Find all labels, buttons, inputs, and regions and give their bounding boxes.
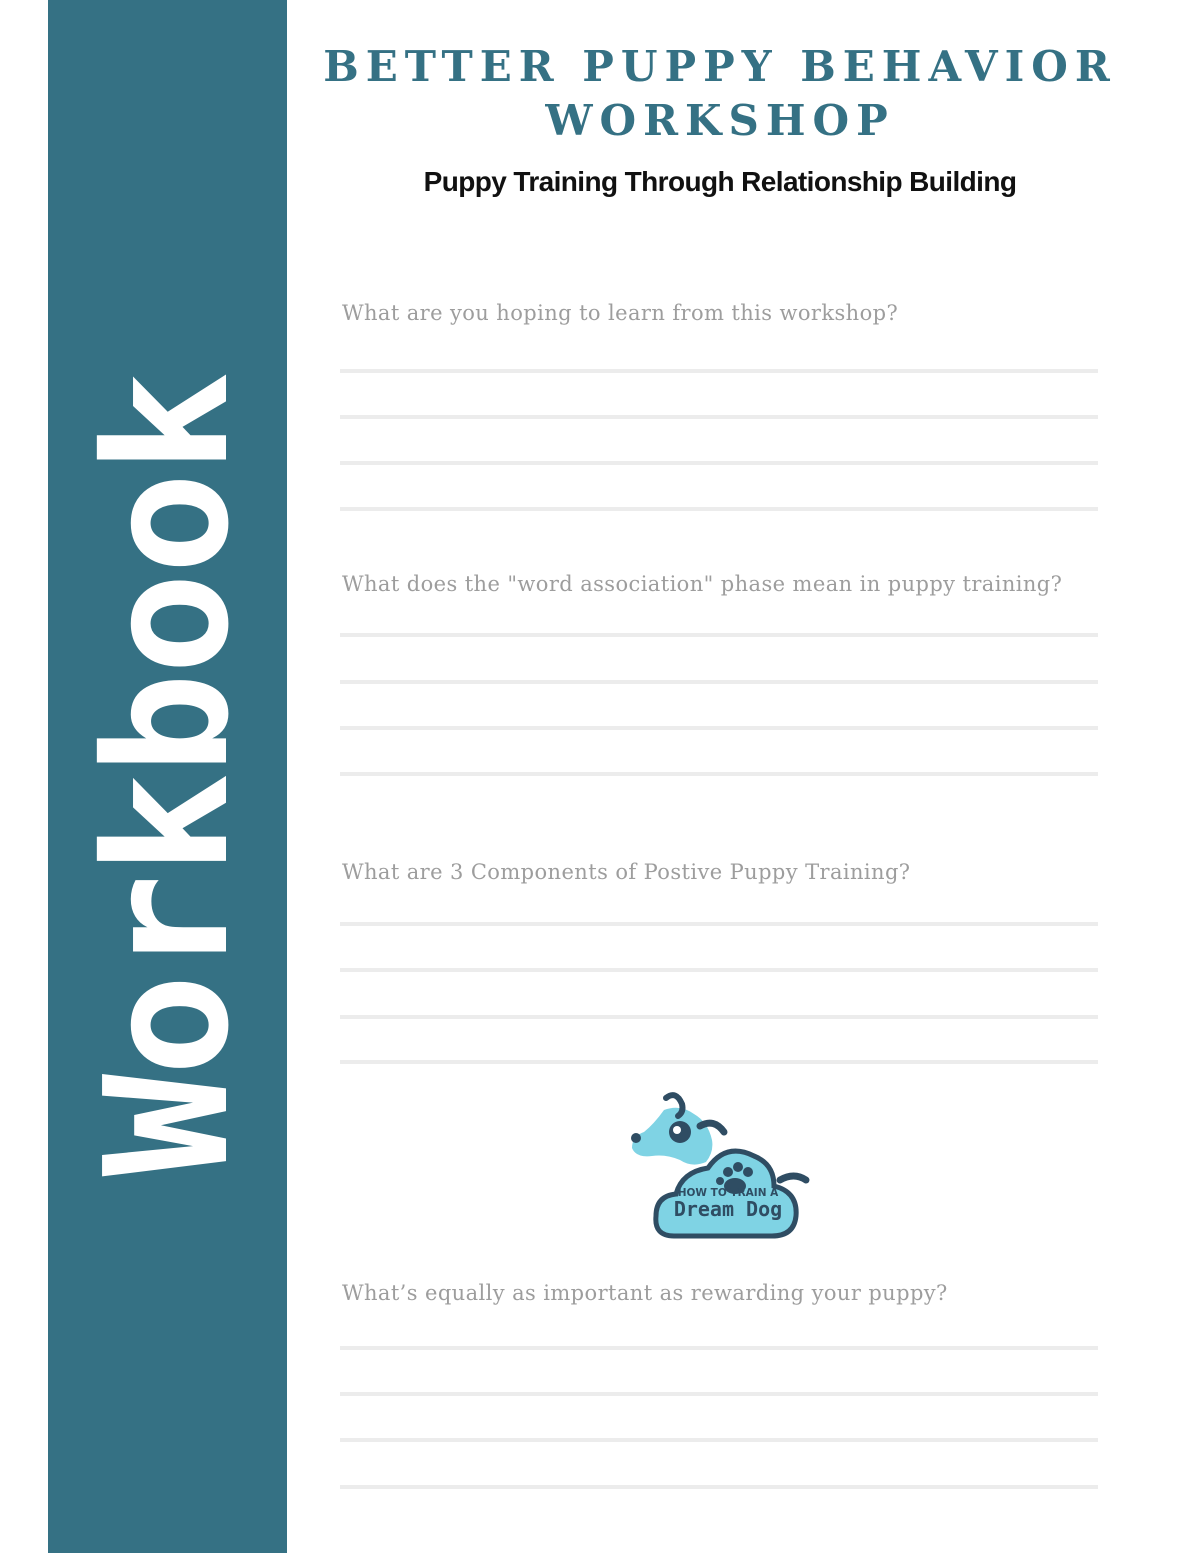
answer-line[interactable] <box>340 633 1098 637</box>
answer-line[interactable] <box>340 1392 1098 1396</box>
sidebar <box>48 0 287 1553</box>
logo-line-2: Dream Dog <box>673 1197 783 1221</box>
answer-line[interactable] <box>340 968 1098 972</box>
dream-dog-logo <box>622 1088 812 1243</box>
dog-mascot-icon <box>622 1088 812 1243</box>
answer-line[interactable] <box>340 1485 1098 1489</box>
title-line-2: WORKSHOP <box>545 96 895 145</box>
question-2: What does the "word association" phase mean in puppy training? <box>342 572 1063 596</box>
subtitle: Puppy Training Through Relationship Building <box>423 166 1017 197</box>
answer-line[interactable] <box>340 1346 1098 1350</box>
question-4: What’s equally as important as rewarding your puppy? <box>342 1281 948 1305</box>
answer-line[interactable] <box>340 1438 1098 1442</box>
answer-line[interactable] <box>340 772 1098 776</box>
answer-line[interactable] <box>340 726 1098 730</box>
answer-line[interactable] <box>340 680 1098 684</box>
sidebar-title: Workbook <box>68 373 267 1177</box>
question-3: What are 3 Components of Postive Puppy Training? <box>342 860 911 884</box>
answer-line[interactable] <box>340 461 1098 465</box>
logo-line-1: HOW TO TRAIN A <box>677 1187 779 1199</box>
answer-line[interactable] <box>340 415 1098 419</box>
title-line-1: BETTER PUPPY BEHAVIOR <box>323 42 1117 91</box>
answer-line[interactable] <box>340 1060 1098 1064</box>
question-1: What are you hoping to learn from this workshop? <box>342 301 899 325</box>
answer-line[interactable] <box>340 507 1098 511</box>
answer-line[interactable] <box>340 1015 1098 1019</box>
answer-line[interactable] <box>340 369 1098 373</box>
answer-line[interactable] <box>340 922 1098 926</box>
